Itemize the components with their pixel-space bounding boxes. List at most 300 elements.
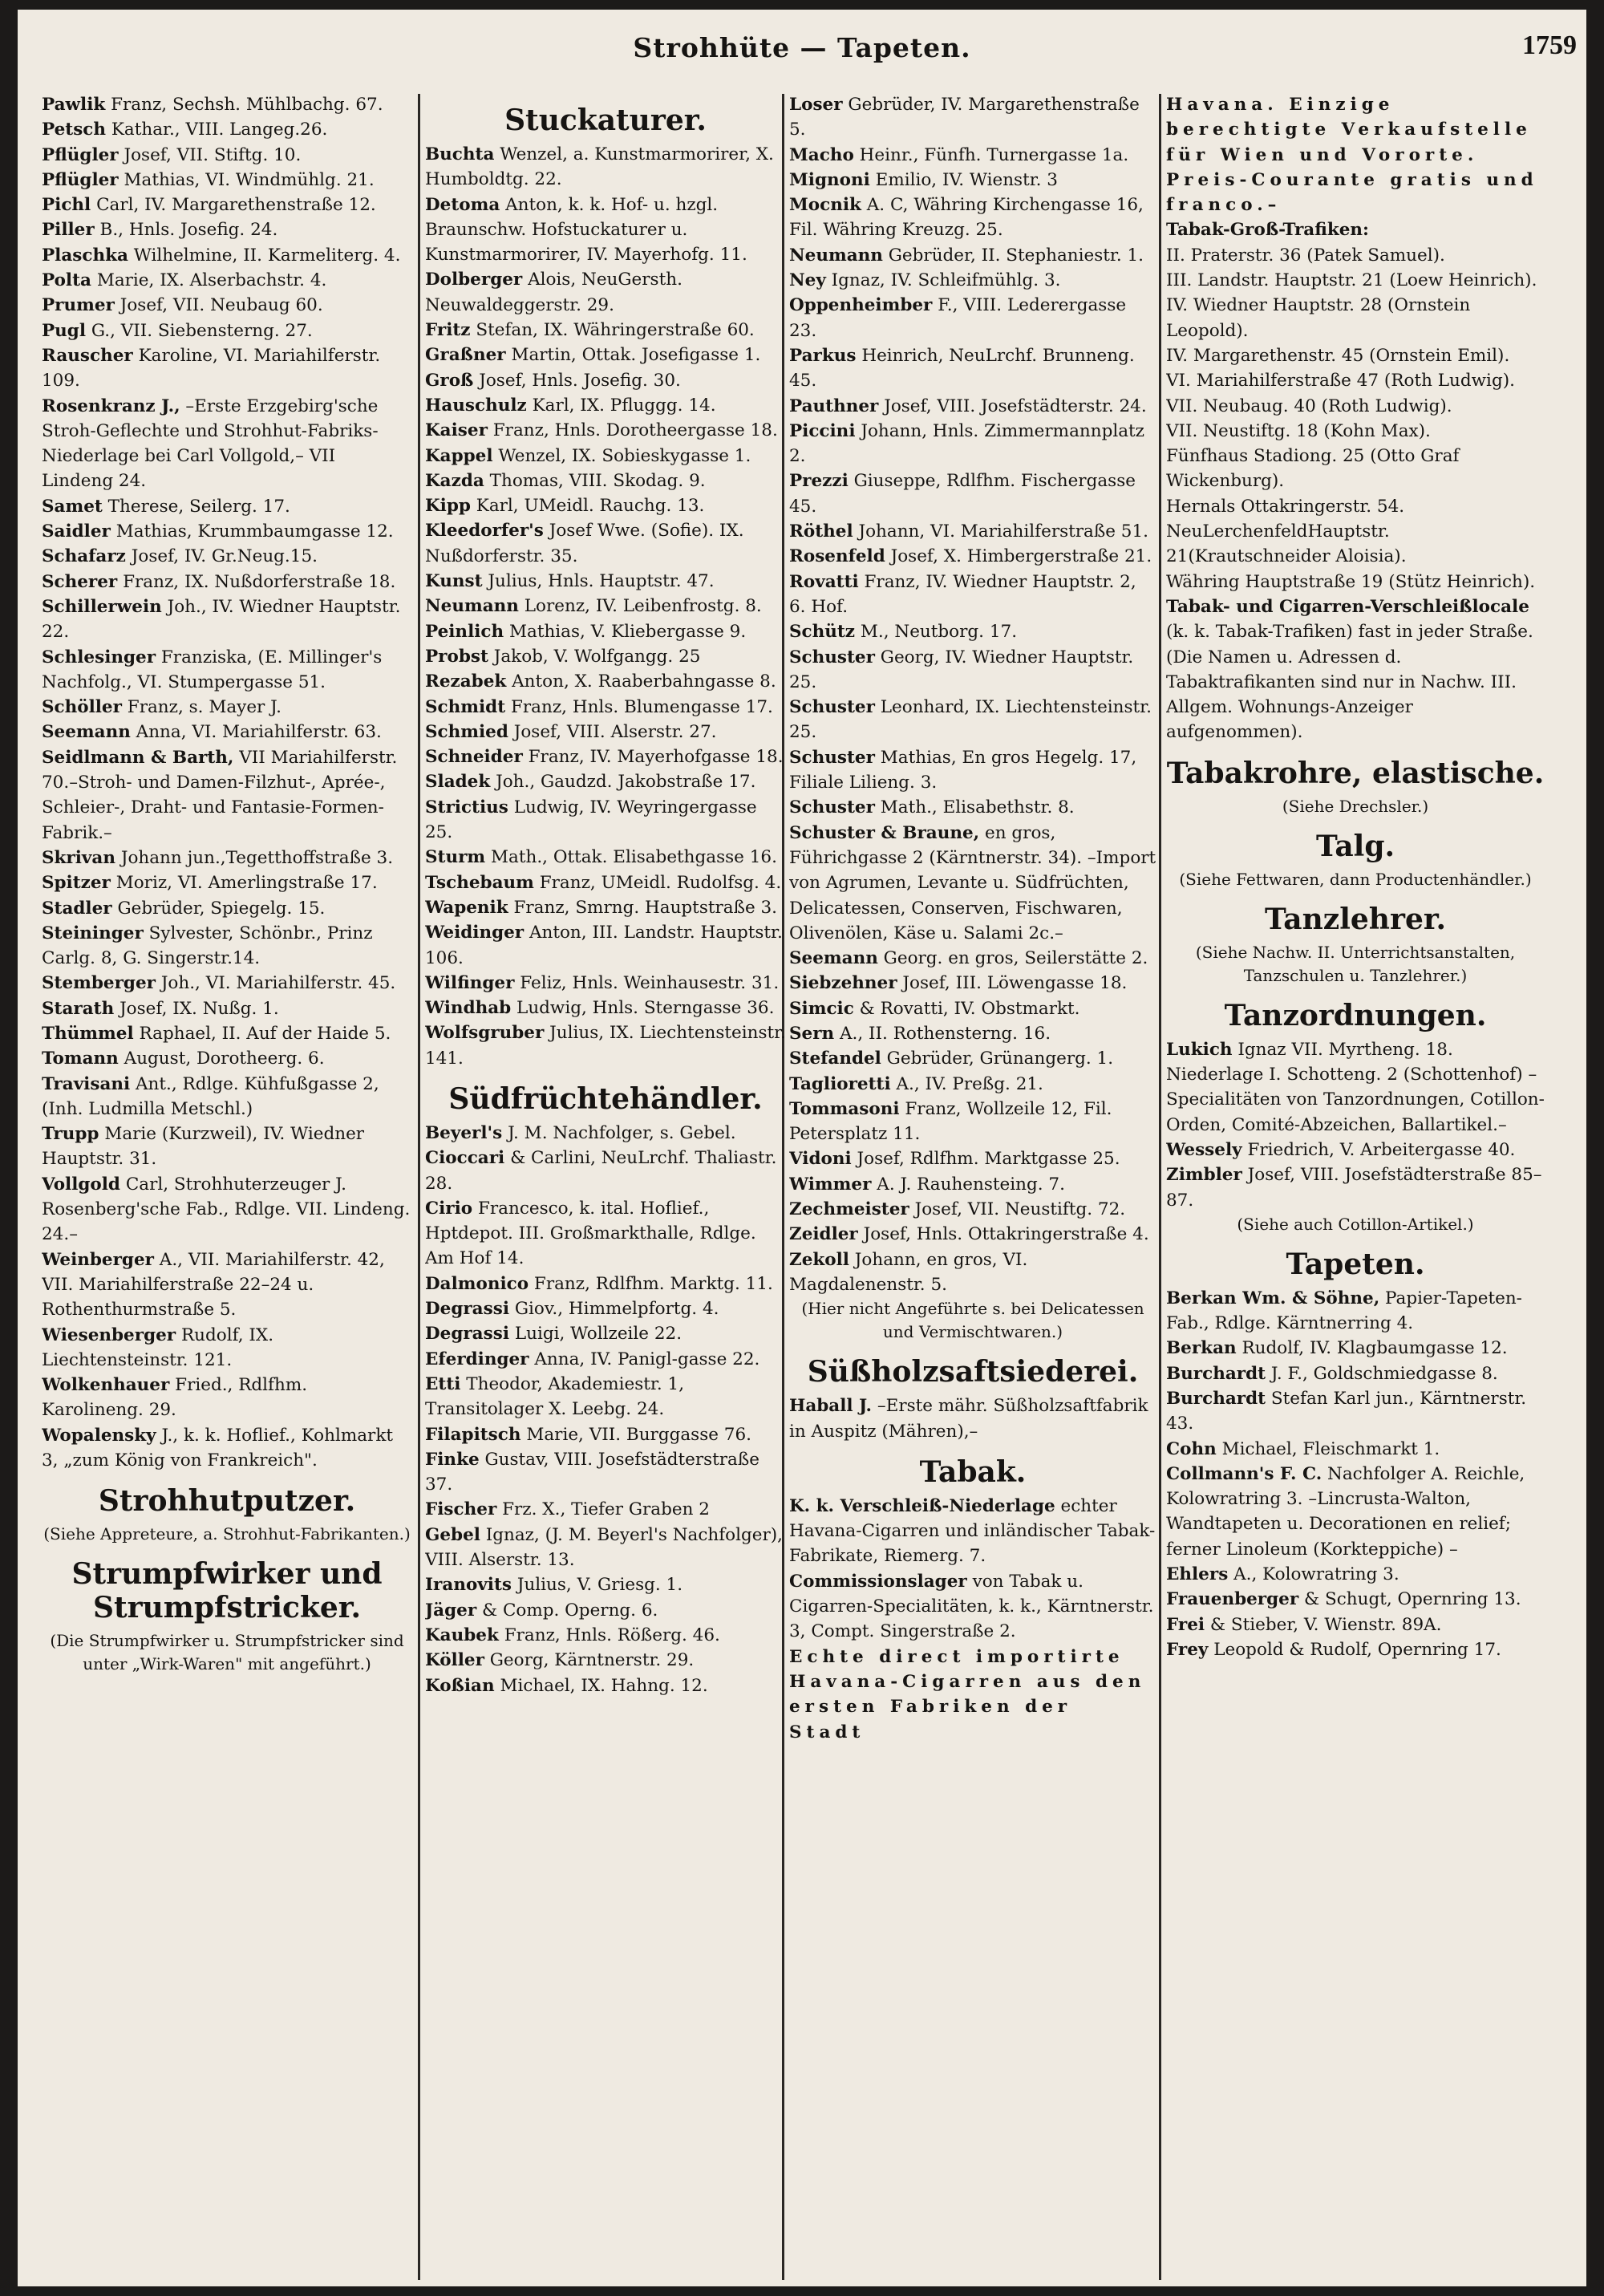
- entry-name: Kaubek: [425, 1625, 499, 1645]
- entry-name: Iranovits: [425, 1575, 512, 1596]
- directory-entry: [425, 1347, 786, 1372]
- entry-text: (k. k. Tabak-Trafiken) fast in jeder Straße.: [1166, 622, 1533, 643]
- directory-entry: [425, 1572, 786, 1597]
- entry-text: A., VII. Mariahilferstr. 42, VII. Mariahilferstraße 22–24 u. Rothenthurmstraße 5.: [42, 1249, 385, 1320]
- entry-name: Berkan Wm. & Söhne,: [1166, 1288, 1380, 1308]
- entry-text: Theodor, Akademiestr. 1, Transitolager X. Leebg. 24.: [425, 1373, 685, 1420]
- entry-name: Hauschulz: [425, 395, 527, 416]
- entry-text: Karl, UMeidl. Rauchg. 13.: [476, 496, 705, 517]
- entry-text: M., Neutborg. 17.: [860, 622, 1018, 643]
- entry-name: Piccini: [789, 420, 856, 441]
- entry-name: Mignoni: [789, 169, 870, 190]
- entry-name: Frei: [1166, 1614, 1205, 1635]
- entry-text: Raphael, II. Auf der Haide 5.: [139, 1023, 391, 1044]
- directory-entry: [789, 1393, 1156, 1444]
- directory-entry: [1166, 1562, 1545, 1587]
- entry-text: Josef, Hnls. Ottakringerstraße 4.: [863, 1224, 1149, 1245]
- entry-text: & Comp. Operng. 6.: [482, 1600, 658, 1621]
- listing-line: Fünfhaus Stadiong. 25 (Otto Graf Wickenburg).: [1166, 446, 1460, 492]
- entry-name: Schmied: [425, 721, 508, 742]
- directory-entry: [425, 1146, 786, 1196]
- directory-entry: [42, 720, 412, 744]
- entry-name: Neumann: [789, 245, 883, 266]
- entry-name: Plaschka: [42, 245, 128, 266]
- entry-text: Josef, VIII. Alserstr. 27.: [513, 721, 717, 742]
- entry-name: Mocnik: [789, 195, 861, 216]
- entry-name: Kleedorfer's: [425, 521, 544, 542]
- entry-name: Thümmel: [42, 1023, 134, 1044]
- directory-entry: [1166, 1587, 1545, 1612]
- entry-name: Fritz: [425, 320, 471, 341]
- entry-text: & Schugt, Opernring 13.: [1304, 1589, 1521, 1610]
- entry-text: Karoline, VI. Mariahilferstr. 109.: [42, 345, 381, 391]
- entry-name: Wolkenhauer: [42, 1375, 170, 1396]
- column-2: [425, 92, 786, 2278]
- directory-entry: [789, 268, 1156, 293]
- entry-name: Filapitsch: [425, 1424, 521, 1445]
- section-heading: Tabakrohre, elastische.: [1166, 756, 1545, 790]
- directory-entry: [42, 494, 412, 519]
- listing-line: NeuLerchenfeldHauptstr. 21(Krautschneider Aloisia).: [1166, 521, 1407, 567]
- entry-text: Gebrüder, Spiegelg. 15.: [117, 898, 326, 919]
- entry-name: Tschebaum: [425, 872, 534, 893]
- entry-name: Schillerwein: [42, 596, 162, 617]
- entry-text: J. F., Goldschmiedgasse 8.: [1270, 1363, 1498, 1384]
- listing-line: III. Landstr. Hauptstr. 21 (Loew Heinrich).: [1166, 270, 1537, 291]
- cross-reference-note: (Siehe Nachw. II. Unterrichtsanstalten, Tanzschulen u. Tanzlehrer.): [1195, 942, 1516, 985]
- entry-text: Therese, Seilerg. 17.: [107, 496, 290, 517]
- entry-name: Vidoni: [789, 1149, 852, 1170]
- directory-entry: [42, 1323, 412, 1373]
- listing-line: VII. Neubaug. 40 (Roth Ludwig).: [1166, 396, 1452, 416]
- entry-name: Parkus: [789, 345, 857, 366]
- entry-text: Joh., VI. Mariahilferstr. 45.: [160, 973, 396, 994]
- cross-reference-note: (Siehe Appreteure, a. Strohhut-Fabrikanten.): [43, 1524, 411, 1544]
- entry-text: Lorenz, IV. Leibenfrostg. 8.: [524, 596, 762, 617]
- entry-text: Rudolf, IX. Liechtensteinstr. 121.: [42, 1324, 274, 1370]
- entry-text: Ignaz, IV. Schleifmühlg. 3.: [831, 270, 1061, 291]
- directory-entry: [789, 1494, 1156, 1569]
- entry-text: August, Dorotheerg. 6.: [124, 1049, 325, 1069]
- column-1: [42, 92, 412, 2278]
- entry-text: Carl, IV. Margarethenstraße 12.: [96, 195, 376, 216]
- entry-name: K. k. Verschleiß-Niederlage: [789, 1495, 1055, 1516]
- directory-entry: [789, 821, 1156, 946]
- directory-entry: [789, 519, 1156, 544]
- section-heading: Tanzordnungen.: [1224, 998, 1487, 1032]
- entry-name: Samet: [42, 496, 103, 517]
- directory-entry: [1166, 1361, 1545, 1386]
- directory-entry: [42, 846, 412, 870]
- section-heading: Strohhutputzer.: [98, 1484, 356, 1519]
- entry-text: Friedrich, V. Arbeitergasse 40.: [1247, 1139, 1516, 1160]
- entry-text: Karl, IX. Pfluggg. 14.: [532, 395, 716, 416]
- directory-entry: [42, 1072, 412, 1122]
- entry-text: Franz, s. Mayer J.: [127, 697, 282, 718]
- entry-name: Haball J.: [789, 1396, 873, 1417]
- entry-name: Pugl: [42, 320, 86, 341]
- entry-text: Martin, Ottak. Josefigasse 1.: [511, 345, 761, 366]
- entry-name: Vollgold: [42, 1174, 120, 1195]
- entry-text: Johann, Hnls. Zimmermannplatz 2.: [789, 420, 1145, 467]
- directory-entry: [425, 1121, 786, 1146]
- section-heading: Süßholzsaftsiederei.: [807, 1355, 1139, 1389]
- directory-entry: [1166, 1138, 1545, 1162]
- directory-entry: [425, 1196, 786, 1272]
- entry-name: Köller: [425, 1650, 484, 1671]
- directory-entry: [789, 645, 1156, 696]
- entry-text: A. C, Währing Kirchengasse 16, Fil. Währing Kreuzg. 25.: [789, 195, 1144, 241]
- entry-text: –Erste mähr. Süßholzsaftfabrik in Auspitz (Mähren),–: [789, 1396, 1148, 1442]
- entry-text: Franz, IX. Nußdorferstraße 18.: [123, 571, 396, 592]
- directory-entry: [425, 393, 786, 418]
- entry-text: Marie, VII. Burggasse 76.: [526, 1424, 751, 1445]
- entry-name: Schmidt: [425, 696, 506, 717]
- entry-name: Fischer: [425, 1499, 497, 1520]
- entry-text: F., VIII. Lederergasse 23.: [789, 295, 1127, 341]
- entry-name: Rauscher: [42, 345, 133, 366]
- entry-text: Josef, VII. Neustiftg. 72.: [914, 1199, 1126, 1220]
- entry-name: Frauenberger: [1166, 1589, 1299, 1610]
- directory-entry: [789, 946, 1156, 971]
- entry-name: Schuster: [789, 647, 875, 667]
- section-heading: Südfrüchtehändler.: [448, 1081, 763, 1116]
- entry-text: Gustav, VIII. Josefstädterstraße 37.: [425, 1449, 759, 1495]
- advertisement-text: Havana. Einzige berechtigte Verkaufstelle für Wien und Vororte.: [1166, 95, 1532, 165]
- entry-text: Anton, k. k. Hof- u. hzgl. Braunschw. Hofstuckaturer u. Kunstmarmorirer, IV. Mayerhofg. 11.: [425, 194, 747, 266]
- entry-text: Wenzel, a. Kunstmarmorirer, X. Humboldtg. 22.: [425, 144, 774, 190]
- entry-name: Burchardt: [1166, 1363, 1266, 1384]
- directory-entry: [1166, 1462, 1545, 1562]
- directory-entry: [789, 695, 1156, 745]
- directory-entry: [1166, 1162, 1545, 1213]
- column-rule: [1159, 94, 1161, 2280]
- entry-name: Polta: [42, 270, 91, 291]
- entry-name: Pichl: [42, 195, 91, 216]
- entry-name: Graßner: [425, 345, 506, 366]
- entry-name: Weinberger: [42, 1249, 154, 1270]
- directory-entry: [425, 1372, 786, 1422]
- directory-entry: [425, 1497, 786, 1522]
- entry-name: Buchta: [425, 144, 495, 164]
- entry-text: Josef, IV. Gr.Neug.15.: [131, 546, 318, 567]
- entry-name: Sern: [789, 1023, 835, 1044]
- directory-entry: [789, 168, 1156, 193]
- directory-entry: [425, 1623, 786, 1648]
- entry-name: Oppenheimber: [789, 295, 933, 316]
- directory-entry: [42, 896, 412, 921]
- entry-name: Etti: [425, 1373, 461, 1394]
- entry-name: Stemberger: [42, 973, 156, 994]
- entry-text: Franz, Hnls. Dorotheergasse 18.: [492, 420, 778, 441]
- entry-name: Rosenkranz J.,: [42, 396, 180, 416]
- entry-text: Josef, VII. Stiftg. 10.: [124, 144, 302, 165]
- entry-name: Rezabek: [425, 671, 507, 692]
- entry-text: VII Mariahilferstr. 70.–Stroh- und Damen-Filzhut-, Aprée-, Schleier-, Draht- und Fantasie-Formen-Fabrik.–: [42, 747, 398, 843]
- entry-name: Stadler: [42, 898, 112, 919]
- directory-entry: [1166, 594, 1545, 645]
- entry-text: Franz, IV. Wiedner Hauptstr. 2, 6. Hof.: [789, 571, 1136, 617]
- page-header: [18, 18, 1586, 82]
- directory-entry: [425, 996, 786, 1020]
- entry-name: Wopalensky: [42, 1425, 156, 1446]
- directory-entry: [42, 318, 412, 343]
- entry-name: Lukich: [1166, 1039, 1233, 1060]
- entry-text: Franziska, (E. Millinger's Nachfolg., VI. Stumpergasse 51.: [42, 647, 383, 692]
- directory-entry: [789, 1097, 1156, 1147]
- entry-name: Steininger: [42, 923, 144, 943]
- entry-name: Loser: [789, 95, 843, 115]
- entry-name: Cioccari: [425, 1148, 505, 1169]
- entry-text: Luigi, Wollzeile 22.: [514, 1324, 683, 1345]
- directory-entry: [789, 469, 1156, 519]
- directory-entry: [42, 293, 412, 318]
- entry-text: von Tabak u. Cigarren-Specialitäten, k. k., Kärntnerstr. 3, Compt. Singerstraße 2.: [789, 1571, 1154, 1642]
- directory-entry: [425, 444, 786, 469]
- entry-name: Eferdinger: [425, 1349, 529, 1369]
- entry-name: Piller: [42, 220, 95, 241]
- entry-text: J., k. k. Hoflief., Kohlmarkt 3, „zum König von Frankreich".: [42, 1425, 393, 1471]
- directory-entry: [789, 243, 1156, 268]
- entry-name: Schuster: [789, 747, 875, 768]
- entry-name: Travisani: [42, 1073, 131, 1094]
- directory-entry: [425, 1272, 786, 1296]
- listing-line: Währing Hauptstraße 19 (Stütz Heinrich).: [1166, 571, 1536, 592]
- entry-name: Jäger: [425, 1600, 477, 1621]
- entry-name: Detoma: [425, 194, 500, 215]
- directory-entry: [789, 419, 1156, 469]
- entry-name: Starath: [42, 998, 115, 1019]
- directory-entry: [1166, 1336, 1545, 1361]
- entry-name: Finke: [425, 1449, 480, 1470]
- entry-text: Moriz, VI. Amerlingstraße 17.: [115, 873, 378, 894]
- entry-text: & Carlini, NeuLrchf. Thaliastr. 28.: [425, 1148, 777, 1194]
- entry-name: Burchardt: [1166, 1388, 1266, 1409]
- column-4: [1166, 92, 1545, 2278]
- directory-entry: [1166, 1637, 1545, 1662]
- directory-entry: [789, 1197, 1156, 1222]
- entry-name: Simcic: [789, 998, 854, 1019]
- directory-entry: [425, 318, 786, 343]
- directory-entry: [42, 1172, 412, 1247]
- section-heading: Tapeten.: [1286, 1247, 1425, 1281]
- entry-name: Siebzehner: [789, 973, 897, 994]
- entry-text: B., Hnls. Josefig. 24.: [99, 220, 278, 241]
- directory-entry: [42, 394, 412, 494]
- directory-entry: [425, 142, 786, 193]
- entry-text: Franz, Wollzeile 12, Fil. Petersplatz 11.: [789, 1098, 1112, 1145]
- entry-text: Alois, NeuGersth. Neuwaldeggerstr. 29.: [425, 270, 683, 315]
- entry-text: Marie, IX. Alserbachstr. 4.: [96, 270, 327, 291]
- entry-text: en gros, Führichgasse 2 (Kärntnerstr. 34). –Import von Agrumen, Levante u. Südfrüchten, Delicatessen, Conserven, Fischwaren, Olivenölen, Käse u. Salami 2c.–: [789, 822, 1156, 943]
- directory-entry: [42, 971, 412, 996]
- entry-name: Wimmer: [789, 1174, 872, 1195]
- entry-text: & Stieber, V. Wienstr. 89A.: [1209, 1614, 1442, 1635]
- entry-text: Gebrüder, IV. Margarethenstraße 5.: [789, 95, 1140, 140]
- entry-text: Josef, IX. Nußg. 1.: [119, 998, 279, 1019]
- entry-name: Tomann: [42, 1049, 119, 1069]
- entry-text: Franz, IV. Mayerhofgasse 18.: [528, 747, 784, 768]
- entry-text: Julius, IX. Liechtensteinstr. 141.: [425, 1023, 786, 1069]
- directory-entry: [425, 418, 786, 443]
- directory-entry: [425, 795, 786, 846]
- directory-entry: [789, 92, 1156, 143]
- entry-text: Ant., Rdlge. Kühfußgasse 2, (Inh. Ludmilla Metschl.): [42, 1073, 379, 1119]
- directory-entry: [42, 168, 412, 193]
- entry-name: Seemann: [789, 948, 878, 969]
- entry-name: Cirio: [425, 1198, 473, 1219]
- entry-name: Zekoll: [789, 1249, 849, 1270]
- entry-name: Sturm: [425, 847, 486, 868]
- page-title: Strohhüte — Tapeten.: [633, 32, 971, 63]
- entry-text: Georg, IV. Wiedner Hauptstr. 25.: [789, 647, 1134, 692]
- entry-name: Rosenfeld: [789, 546, 885, 567]
- entry-name: Tommasoni: [789, 1098, 900, 1119]
- entry-name: Frey: [1166, 1639, 1209, 1660]
- entry-text: Anna, IV. Panigl-gasse 22.: [534, 1349, 760, 1369]
- directory-entry: [425, 669, 786, 694]
- entry-text: G., VII. Siebensterng. 27.: [91, 320, 313, 341]
- entry-name: Gebel: [425, 1524, 480, 1545]
- entry-name: Prezzi: [789, 471, 849, 492]
- entry-text: Feliz, Hnls. Weinhausestr. 31.: [520, 972, 780, 993]
- entry-name: Kappel: [425, 445, 493, 466]
- entry-name: Schöller: [42, 697, 122, 718]
- cross-reference-note: (Siehe auch Cotillon-Artikel.): [1237, 1214, 1474, 1234]
- entry-text: Ignaz VII. Myrtheng. 18. Niederlage I. Schotteng. 2 (Schottenhof) –Specialitäten von Tanzordnungen, Cotillon-Orden, Comité-Abzeichen, Ballartikel.–: [1166, 1039, 1545, 1135]
- entry-name: Wilfinger: [425, 972, 515, 993]
- entry-name: Koßian: [425, 1675, 495, 1696]
- directory-entry: [425, 720, 786, 744]
- entry-text: & Rovatti, IV. Obstmarkt.: [859, 998, 1080, 1019]
- section-heading: Strumpfwirker und Strumpfstricker.: [71, 1557, 383, 1625]
- entry-text: Gebrüder, Grünangerg. 1.: [886, 1049, 1114, 1069]
- directory-entry: [42, 570, 412, 594]
- directory-entry: [789, 619, 1156, 644]
- directory-entry: [425, 569, 786, 594]
- directory-entry: [425, 1447, 786, 1498]
- entry-text: Anton, III. Landstr. Hauptstr. 106.: [425, 923, 783, 968]
- entry-name: Degrassi: [425, 1299, 509, 1320]
- entry-text: Josef, Rdlfhm. Marktgasse 25.: [857, 1149, 1120, 1170]
- entry-text: Nachfolger A. Reichle, Kolowratring 3. –Lincrusta-Walton, Wandtapeten u. Decorationen en relief; ferner Linoleum (Korkteppiche) –: [1166, 1463, 1525, 1560]
- entry-text: Heinrich, NeuLrchf. Brunneng. 45.: [789, 345, 1135, 391]
- directory-entry: [789, 394, 1156, 419]
- page-number: 1759: [1522, 30, 1577, 60]
- entry-name: Wolfsgruber: [425, 1023, 545, 1044]
- entry-name: Seemann: [42, 722, 131, 743]
- directory-entry: [789, 1021, 1156, 1046]
- entry-text: Stefan, IX. Währingerstraße 60.: [476, 320, 755, 341]
- advertisement-text: Echte direct importirte Havana-Cigarren aus den ersten Fabriken der Stadt: [789, 1646, 1146, 1742]
- entry-text: Leonhard, IX. Liechtensteinstr. 25.: [789, 697, 1152, 743]
- subsection-label: Tabak-Groß-Trafiken:: [1166, 220, 1369, 241]
- directory-entry: [789, 143, 1156, 168]
- entry-text: Jakob, V. Wolfgangg. 25: [493, 646, 701, 667]
- section-heading: Tanzlehrer.: [1264, 902, 1447, 936]
- directory-entry: [425, 493, 786, 518]
- directory-entry: [42, 745, 412, 846]
- entry-text: A. J. Rauhensteing. 7.: [877, 1174, 1065, 1195]
- directory-entry: [42, 1122, 412, 1172]
- entry-text: Josef Wwe. (Sofie). IX. Nußdorferstr. 35.: [425, 521, 744, 566]
- entry-name: Beyerl's: [425, 1122, 503, 1143]
- entry-name: Schuster: [789, 697, 875, 718]
- directory-entry: [425, 870, 786, 895]
- entry-text: Giov., Himmelpfortg. 4.: [514, 1299, 719, 1320]
- directory-entry: [42, 92, 412, 117]
- entry-text: Math., Ottak. Elisabethgasse 16.: [491, 847, 777, 868]
- entry-name: Pflügler: [42, 144, 119, 165]
- directory-entry: [42, 921, 412, 972]
- directory-entry: [42, 1247, 412, 1323]
- directory-entry: [42, 645, 412, 696]
- directory-entry: [789, 1146, 1156, 1171]
- directory-entry: [42, 544, 412, 569]
- entry-text: Frz. X., Tiefer Graben 2: [502, 1499, 710, 1520]
- entry-text: A., IV. Preßg. 21.: [896, 1073, 1043, 1094]
- entry-name: Petsch: [42, 120, 107, 140]
- entry-text: Wilhelmine, II. Karmeliterg. 4.: [133, 245, 401, 266]
- entry-name: Pauthner: [789, 396, 879, 416]
- directory-entry: [1166, 1286, 1545, 1337]
- entry-text: Ignaz, (J. M. Beyerl's Nachfolger), VIII. Alserstr. 13.: [425, 1524, 783, 1571]
- directory-entry: [425, 1422, 786, 1447]
- listing-line: IV. Margarethenstr. 45 (Ornstein Emil).: [1166, 345, 1510, 366]
- entry-name: Berkan: [1166, 1338, 1237, 1359]
- entry-name: Kazda: [425, 470, 484, 491]
- column-rule: [418, 94, 420, 2280]
- entry-text: Stefan Karl jun., Kärntnerstr. 43.: [1166, 1388, 1527, 1434]
- entry-text: Anna, VI. Mariahilferstr. 63.: [136, 722, 382, 743]
- entry-name: Kipp: [425, 496, 471, 517]
- directory-page: [18, 10, 1586, 2286]
- entry-text: Michael, IX. Hahng. 12.: [500, 1675, 708, 1696]
- directory-entry: [425, 744, 786, 769]
- entry-text: Josef, VIII. Josefstädterstraße 85–87.: [1166, 1165, 1542, 1211]
- directory-entry: [789, 1046, 1156, 1071]
- entry-name: Trupp: [42, 1124, 99, 1145]
- entry-text: Sylvester, Schönbr., Prinz Carlg. 8, G. Singerstr.14.: [42, 923, 373, 969]
- entry-name: Saidler: [42, 521, 111, 542]
- entry-name: Probst: [425, 646, 488, 667]
- directory-entry: [425, 845, 786, 870]
- section-heading: Tabak.: [919, 1454, 1027, 1489]
- directory-entry: [789, 971, 1156, 996]
- entry-text: Franz, Sechsh. Mühlbachg. 67.: [111, 95, 383, 115]
- entry-name: Windhab: [425, 998, 512, 1019]
- entry-text: –Erste Erzgebirg'sche Stroh-Geflechte und Strohhut-Fabriks-Niederlage bei Carl Vollgold,– VII Lindeng 24.: [42, 396, 379, 492]
- listing-line: II. Praterstr. 36 (Patek Samuel).: [1166, 245, 1445, 266]
- listing-line: VI. Mariahilferstraße 47 (Roth Ludwig).: [1166, 371, 1515, 391]
- entry-name: Röthel: [789, 521, 853, 542]
- directory-entry: [42, 1021, 412, 1046]
- directory-entry: [425, 644, 786, 669]
- entry-name: Seidlmann & Barth,: [42, 747, 234, 768]
- entry-name: Peinlich: [425, 621, 504, 642]
- entry-text: Heinr., Fünfh. Turnergasse 1a.: [859, 144, 1129, 165]
- section-heading: Talg.: [1315, 829, 1395, 863]
- entry-text: Thomas, VIII. Skodag. 9.: [489, 470, 706, 491]
- entry-text: Ludwig, Hnls. Sterngasse 36.: [516, 998, 775, 1019]
- entry-text: Wenzel, IX. Sobieskygasse 1.: [498, 445, 751, 466]
- entry-text: Franz, Smrng. Hauptstraße 3.: [513, 897, 778, 918]
- entry-text: A., Kolowratring 3.: [1233, 1564, 1399, 1585]
- directory-entry: [425, 1648, 786, 1673]
- directory-entry: [42, 870, 412, 895]
- entry-text: Mathias, VI. Windmühlg. 21.: [124, 169, 375, 190]
- entry-text: Michael, Fleischmarkt 1.: [1221, 1438, 1440, 1459]
